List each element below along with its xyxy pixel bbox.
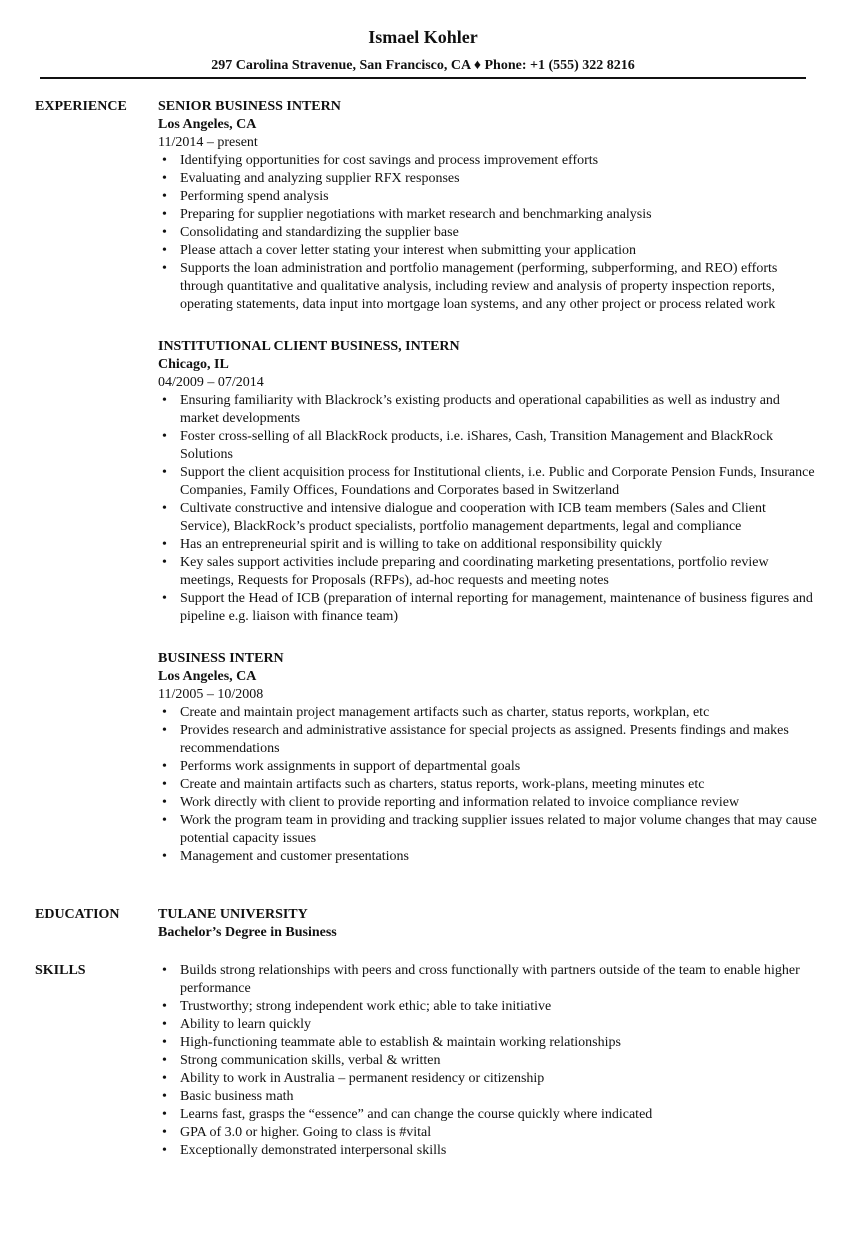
contact-line: 297 Carolina Stravenue, San Francisco, CA ♦ Phone: +1 (555) 322 8216 (211, 58, 635, 73)
experience-section (35, 98, 825, 866)
skill-item: • Strong communication skills, verbal & written (158, 1052, 818, 1070)
education-section (35, 906, 825, 942)
job-dates: 11/2014 – present (158, 135, 258, 150)
skills-section (35, 962, 825, 1160)
job-bullet: • Create and maintain artifacts such as charters, status reports, work-plans, meeting minutes etc (158, 776, 818, 794)
job-bullet: • Ensuring familiarity with Blackrock’s existing products and operational capabilities as well as industry and market developments (158, 392, 818, 428)
job-bullet: • Foster cross-selling of all BlackRock products, i.e. iShares, Cash, Transition Management and BlackRock Solutions (158, 428, 818, 464)
candidate-name: Ismael Kohler (368, 27, 478, 47)
skill-item: • Learns fast, grasps the “essence” and can change the course quickly where indicated (158, 1106, 818, 1124)
job-entry (158, 338, 818, 626)
job-bullet: • Provides research and administrative assistance for special projects as assigned. Presents findings and makes recommendations (158, 722, 818, 758)
job-title: INSTITUTIONAL CLIENT BUSINESS, INTERN (158, 339, 460, 354)
job-bullet: • Consolidating and standardizing the supplier base (158, 224, 818, 242)
job-bullet: • Preparing for supplier negotiations with market research and benchmarking analysis (158, 206, 818, 224)
skills-heading: SKILLS (35, 963, 86, 978)
job-bullet: • Identifying opportunities for cost savings and process improvement efforts (158, 152, 818, 170)
skill-item: • GPA of 3.0 or higher. Going to class is #vital (158, 1124, 818, 1142)
job-bullet: • Create and maintain project management artifacts such as charter, status reports, workplan, etc (158, 704, 818, 722)
job-bullet: • Support the Head of ICB (preparation of internal reporting for management, maintenance of business figures and pipeline e.g. liaison with finance team) (158, 590, 818, 626)
education-body (158, 906, 818, 942)
job-bullet: • Has an entrepreneurial spirit and is willing to take on additional responsibility quickly (158, 536, 818, 554)
experience-body (158, 98, 818, 866)
experience-heading: EXPERIENCE (35, 99, 127, 114)
job-dates: 11/2005 – 10/2008 (158, 687, 264, 702)
job-entry (158, 98, 818, 314)
job-title: BUSINESS INTERN (158, 651, 284, 666)
job-bullet: • Supports the loan administration and portfolio management (performing, subperforming, and REO) efforts through quantitative and qualitative analysis, including review and analysis of property inspection reports, operating statements, data input into mortgage loan systems, and any other project or process related work (158, 260, 818, 314)
job-bullet: • Key sales support activities include preparing and coordinating marketing presentations, portfolio review meetings, Requests for Proposals (RFPs), ad-hoc requests and meeting notes (158, 554, 818, 590)
job-bullet: • Performing spend analysis (158, 188, 818, 206)
skill-item: • High-functioning teammate able to establish & maintain working relationships (158, 1034, 818, 1052)
skills-list (158, 962, 818, 1160)
job-bullet: • Management and customer presentations (158, 848, 818, 866)
skill-item: • Ability to learn quickly (158, 1016, 818, 1034)
job-bullet: • Work directly with client to provide reporting and information related to invoice compliance review (158, 794, 818, 812)
job-bullet: • Evaluating and analyzing supplier RFX responses (158, 170, 818, 188)
job-bullet: • Please attach a cover letter stating your interest when submitting your application (158, 242, 818, 260)
education-heading: EDUCATION (35, 907, 120, 922)
job-bullets (158, 152, 818, 314)
degree: Bachelor’s Degree in Business (158, 925, 337, 940)
job-location: Los Angeles, CA (158, 669, 257, 684)
skill-item: • Basic business math (158, 1088, 818, 1106)
header-divider (40, 77, 806, 79)
job-bullet: • Support the client acquisition process for Institutional clients, i.e. Public and Corporate Pension Funds, Insurance Companies, Family Offices, Foundations and Corporates based in Switzerland (158, 464, 818, 500)
job-bullet: • Cultivate constructive and intensive dialogue and cooperation with ICB team members (Sales and Client Service), BlackRock’s product specialists, portfolio management departments, legal and compliance (158, 500, 818, 536)
job-bullet: • Performs work assignments in support of departmental goals (158, 758, 818, 776)
job-location: Chicago, IL (158, 357, 229, 372)
job-dates: 04/2009 – 07/2014 (158, 375, 264, 390)
job-bullet: • Work the program team in providing and tracking supplier issues related to major volume changes that may cause potential capacity issues (158, 812, 818, 848)
resume-header (40, 26, 806, 74)
skill-item: • Builds strong relationships with peers and cross functionally with partners outside of the team to enable higher performance (158, 962, 818, 998)
school-name: TULANE UNIVERSITY (158, 907, 308, 922)
skill-item: • Exceptionally demonstrated interpersonal skills (158, 1142, 818, 1160)
skills-body (158, 962, 818, 1160)
job-location: Los Angeles, CA (158, 117, 257, 132)
job-bullets (158, 392, 818, 626)
job-bullets (158, 704, 818, 866)
skill-item: • Ability to work in Australia – permanent residency or citizenship (158, 1070, 818, 1088)
skill-item: • Trustworthy; strong independent work ethic; able to take initiative (158, 998, 818, 1016)
job-entry (158, 650, 818, 866)
job-title: SENIOR BUSINESS INTERN (158, 99, 341, 114)
